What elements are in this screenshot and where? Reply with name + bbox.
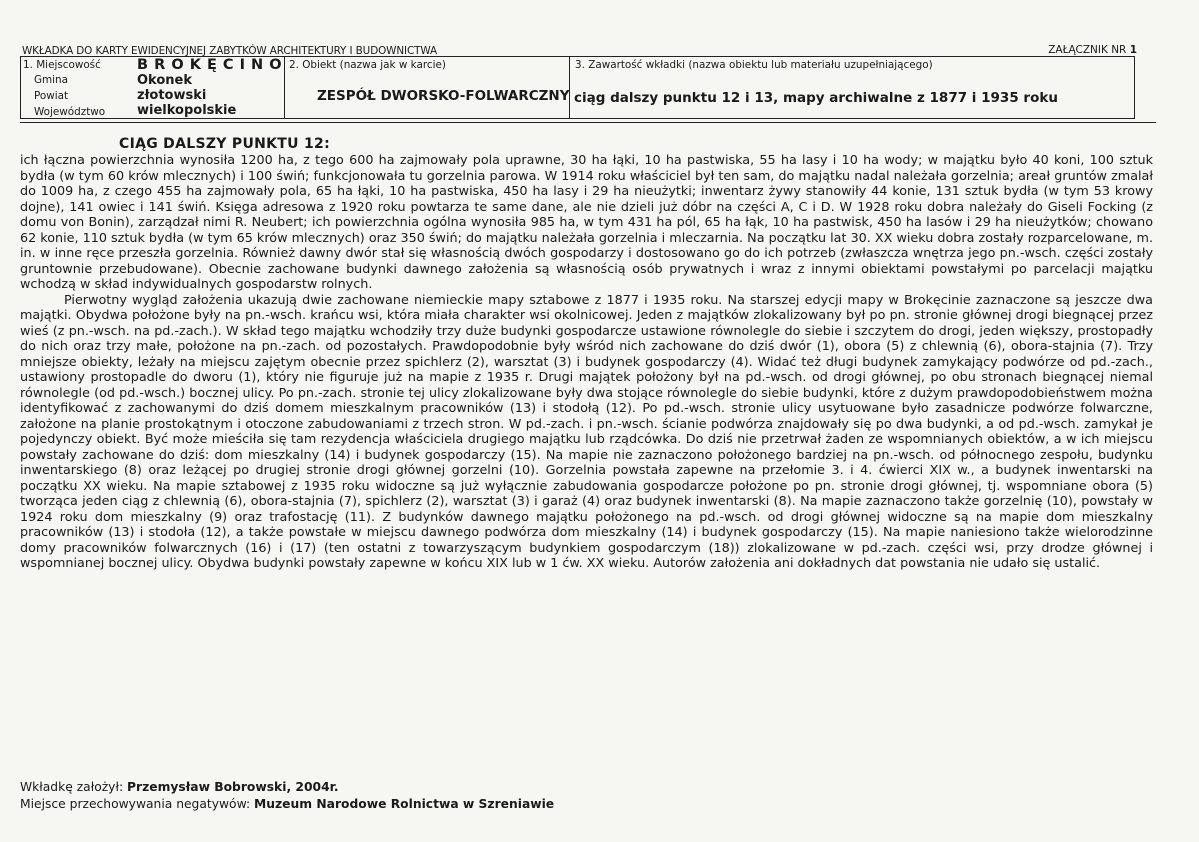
author-label: Wkładkę założył: bbox=[20, 780, 124, 794]
contents-label: 3. Zawartość wkładki (nazwa obiektu lub materiału uzupełniającego) bbox=[575, 59, 933, 71]
section-heading: CIĄG DALSZY PUNKTU 12: bbox=[119, 136, 330, 152]
storage-label: Miejsce przechowywania negatywów: bbox=[20, 797, 251, 811]
column-divider-1 bbox=[284, 57, 285, 118]
attachment-number: 1 bbox=[1129, 44, 1137, 56]
district-value: złotowski bbox=[137, 88, 207, 103]
place-label: 1. Miejscowość bbox=[23, 59, 101, 71]
body-text bbox=[20, 153, 1153, 572]
commune-value: Okonek bbox=[137, 73, 192, 88]
voivodeship-label: Województwo bbox=[34, 106, 106, 118]
storage-value: Muzeum Narodowe Rolnictwa w Szreniawie bbox=[254, 797, 555, 811]
object-value: ZESPÓŁ DWORSKO-FOLWARCZNY bbox=[317, 88, 570, 104]
header-underline bbox=[20, 122, 1156, 123]
voivodeship-value: wielkopolskie bbox=[137, 103, 237, 118]
header-table bbox=[20, 56, 1135, 119]
column-divider-2 bbox=[569, 57, 570, 118]
author-line bbox=[20, 780, 339, 794]
storage-line bbox=[20, 797, 554, 811]
contents-value: ciąg dalszy punktu 12 i 13, mapy archiwalne z 1877 i 1935 roku bbox=[574, 90, 1058, 106]
attachment-label bbox=[1048, 44, 1137, 56]
paragraph-2: Pierwotny wygląd założenia ukazują dwie zachowane niemieckie mapy sztabowe z 1877 i 1935 roku. Na starszej edycji mapy w Brokęcinie zaznaczone są jeszcze dwa majątki. Obydwa położone były na pn.-wsch. krańcu wsi, która miała charakter wsi okolnicowej. Jeden z majątków zlokalizowany był po pn. stronie głównej drogi biegnącej przez wieś (z pn.-wsch. na pd.-zach.). W skład tego majątku wchodziły trzy duże budynki gospodarcze ustawione równolegle do siebie i szczytem do drogi, jeden większy, prostopadły do nich oraz trzy małe, położone na pn.-zach. od pozostałych. Prawdopodobnie były wśród nich zachowane do dziś dwór (1), obora (5) z chlewnią (6), obora-stajnia (7). Trzy mniejsze obiekty, leżały na miejscu zajętym obecnie przez spichlerz (2), warsztat (3) i budynek gospodarczy (4). Widać też długi budynek zamykający podwórze od pd.-zach., ustawiony prostopadle do dworu (1), który nie figuruje już na mapie z 1935 r. Drugi majątek położony był na pd.-wsch. od drogi głównej, po obu stronach biegnącej niemal równolegle (od pd.-wsch.) bocznej ulicy. Po pn.-zach. stronie tej ulicy zlokalizowane były dwa stojące równolegle do siebie budynki, które z dużym prawdopodobieństwem można identyfikować z zachowanymi do dziś domem mieszkalnym pracowników (13) i stodołą (12). Po pd.-wsch. stronie ulicy usytuowane było zasadnicze podwórze folwarczne, założone na planie prostokątnym i otoczone zabudowaniami z trzech stron. W pd.-zach. i pn.-wsch. ścianie podwórza znajdowały się po dwa budynki, a od pd.-wsch. zamykał je pojedynczy obiekt. Być może mieściła się tam rezydencja właściciela drugiego majątku lub rządcówka. Do dziś nie przetrwał żaden ze wspomnianych obiektów, a w ich miejscu powstały zachowane do dziś: dom mieszkalny (14) i budynek gospodarczy (15). Na mapie nie zaznaczono położonego bardziej na pn.-wsch. od północnego zespołu, budynku inwentarskiego (8) oraz leżącej po drugiej stronie drogi głównej gorzelni (10). Gorzelnia powstała zapewne na przełomie 3. i 4. ćwierci XIX w., a budynek inwentarski na początku XX wieku. Na mapie sztabowej z 1935 roku widoczne są już wyłącznie zabudowania gospodarcze położone po pn. stronie drogi głównej, tj. wspomniane obora (5) tworząca jeden ciąg z chlewnią (6), obora-stajnia (7), spichlerz (2), warsztat (3) i garaż (4) oraz budynek inwentarski (8). Na mapie zaznaczono także gorzelnię (10), powstały w 1924 roku dom mieszkalny (9) oraz trafostację (11). Z budynków dawnego majątku położonego na pd.-wsch. od drogi głównej widoczne są na mapie dom mieszkalny pracowników (13) i stodoła (12), a także powstałe w miejscu dawnego podwórza dom mieszkalny (14) i budynek gospodarczy (15). Na mapie naniesiono także wielorodzinne domy pracowników folwarcznych (16) i (17) (ten ostatni z towarzyszącym budynkiem gospodarczym (18)) zlokalizowane w pd.-zach. części wsi, przy drodze głównej i wspomnianej bocznej ulicy. Obydwa budynki powstały zapewne w końcu XIX lub w 1 ćw. XX wieku. Autorów założenia ani dokładnych dat powstania nie udało się ustalić. bbox=[20, 292, 1153, 571]
district-label: Powiat bbox=[34, 90, 69, 102]
commune-label: Gmina bbox=[34, 74, 69, 86]
place-value: B R O K Ę C I N O bbox=[137, 57, 283, 73]
form-title: WKŁADKA DO KARTY EWIDENCYJNEJ ZABYTKÓW ARCHITEKTURY I BUDOWNICTWA bbox=[22, 45, 437, 57]
paragraph-1: ich łączna powierzchnia wynosiła 1200 ha, z tego 600 ha zajmowały pola uprawne, 30 ha łąki, 10 ha pastwiska, 55 ha lasy i 10 ha wody; w majątku było 40 koni, 100 sztuk bydła (w tym 60 krów mlecznych) i 100 świń; funkcjonowała tu gorzelnia parowa. W 1914 roku właściciel był ten sam, do majątku nadal należała gorzelnia; areał gruntów zmalał do 1009 ha, z czego 455 ha zajmowały pola, 65 ha łąki, 10 ha pastwiska, 450 ha lasy i 29 ha nieużytki; inwentarz żywy stanowiły 44 konie, 131 sztuk bydła (w tym 53 krowy dojne), 141 owiec i 141 świń. Księga adresowa z 1920 roku powtarza te same dane, ale nie dzieli już dóbr na części A, C i D. W 1928 roku dobra należały do Giseli Focking (z domu von Bonin), zarządzał nimi R. Neubert; ich powierzchnia ogólna wynosiła 985 ha, w tym 431 ha pól, 65 ha łąk, 10 ha pastwisk, 450 ha lasów i 29 ha nieużytków; chowano 62 konie, 110 sztuk bydła (w tym 65 krów mlecznych) oraz 350 świń; do majątku należała gorzelnia i mleczarnia. Na początku lat 30. XX wieku dobra zostały rozparcelowane, m. in. w inne ręce przeszła gorzelnia. Również dawny dwór stał się własnością dwóch gospodarzy i dostosowano go do ich potrzeb (zwłaszcza wnętrza jego pn.-wsch. części zostały gruntownie przebudowane). Obecnie zachowane budynki dawnego założenia są własnością osób prywatnych i wraz z innymi obiektami powstałymi po parcelacji majątku wchodzą w skład indywidualnych gospodarstw rolnych. bbox=[20, 153, 1153, 292]
attachment-label-text: ZAŁĄCZNIK NR bbox=[1048, 44, 1127, 56]
object-label: 2. Obiekt (nazwa jak w karcie) bbox=[289, 59, 446, 71]
author-value: Przemysław Bobrowski, 2004r. bbox=[127, 780, 339, 794]
